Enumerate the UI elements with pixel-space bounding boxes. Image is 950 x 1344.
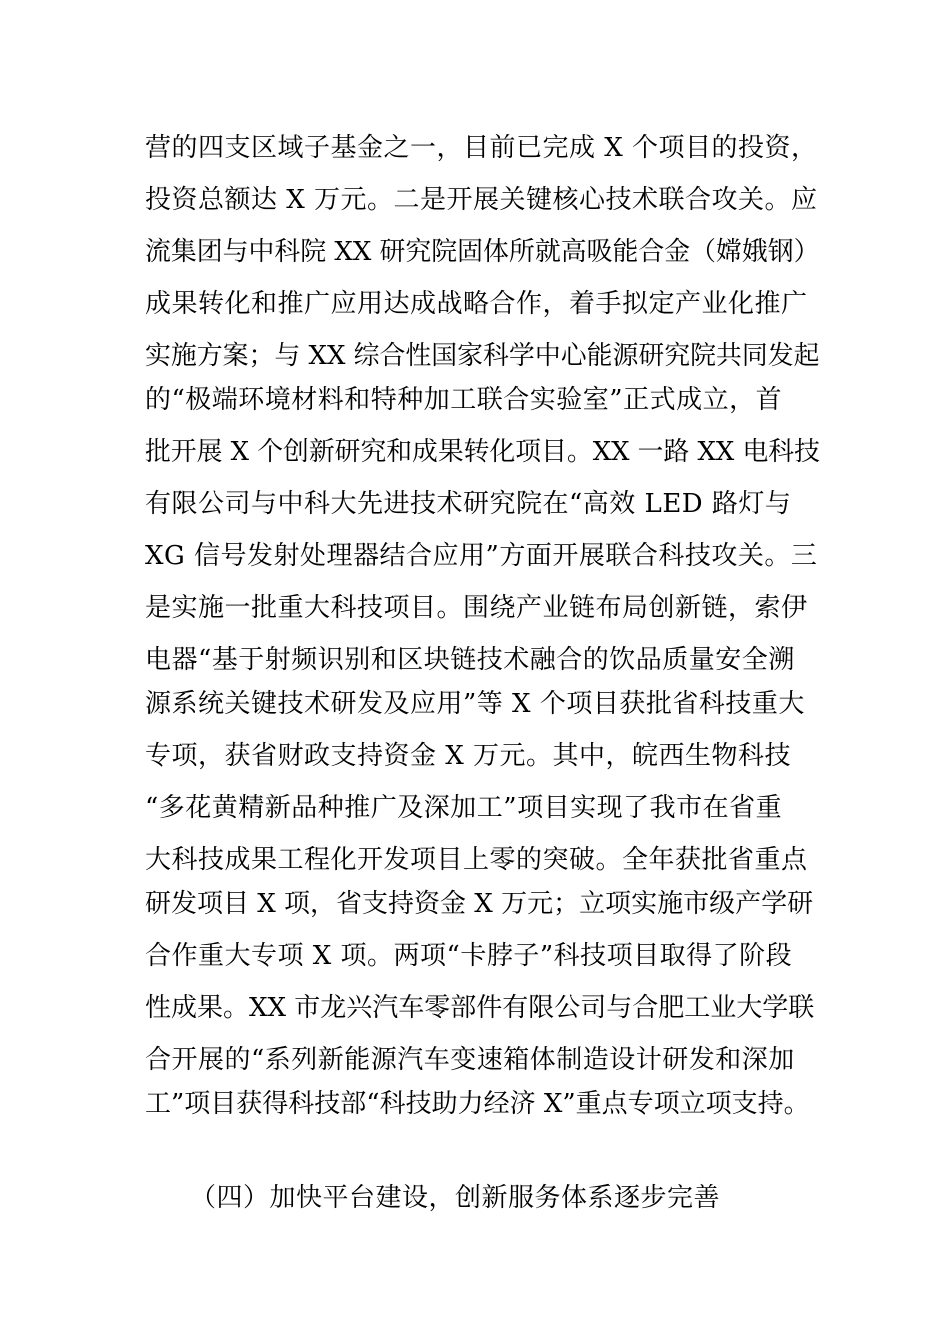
paragraph-line: 源系统关键技术研发及应用”等 X 个项目获批省科技重大 bbox=[145, 689, 805, 719]
paragraph-line: 研发项目 X 项，省支持资金 X 万元；立项实施市级产学研 bbox=[145, 889, 814, 919]
paragraph-line: 批开展 X 个创新研究和成果转化项目。XX 一路 XX 电科技 bbox=[145, 437, 820, 467]
paragraph-line: 合作重大专项 X 项。两项“卡脖子”科技项目取得了阶段 bbox=[145, 941, 793, 971]
paragraph-line: 大科技成果工程化开发项目上零的突破。全年获批省重点 bbox=[145, 845, 808, 875]
paragraph-line: 营的四支区域子基金之一，目前已完成 X 个项目的投资， bbox=[145, 133, 818, 163]
paragraph-line: 成果转化和推广应用达成战略合作，着手拟定产业化推广 bbox=[145, 289, 808, 319]
paragraph-line: 投资总额达 X 万元。二是开展关键核心技术联合攻关。应 bbox=[145, 185, 818, 215]
paragraph-line: “多花黄精新品种推广及深加工”项目实现了我市在省重 bbox=[145, 793, 783, 823]
paragraph-line: 流集团与中科院 XX 研究院固体所就高吸能合金（嫦娥钢） bbox=[145, 237, 820, 267]
paragraph-line: 的“极端环境材料和特种加工联合实验室”正式成立，首 bbox=[145, 385, 783, 415]
paragraph-line: 合开展的“系列新能源汽车变速箱体制造设计研发和深加 bbox=[145, 1045, 795, 1075]
paragraph-line: 电器“基于射频识别和区块链技术融合的饮品质量安全溯 bbox=[145, 645, 795, 675]
paragraph-line: 是实施一批重大科技项目。围绕产业链布局创新链，索伊 bbox=[145, 593, 808, 623]
paragraph-line: 工”项目获得科技部“科技助力经济 X”重点专项立项支持。 bbox=[145, 1089, 810, 1119]
paragraph-line: 性成果。XX 市龙兴汽车零部件有限公司与合肥工业大学联 bbox=[145, 993, 815, 1023]
section-heading: （四）加快平台建设，创新服务体系逐步完善 bbox=[190, 1183, 721, 1213]
paragraph-line: 专项，获省财政支持资金 X 万元。其中，皖西生物科技 bbox=[145, 741, 792, 771]
paragraph-line: 实施方案；与 XX 综合性国家科学中心能源研究院共同发起 bbox=[145, 341, 820, 371]
paragraph-line: 有限公司与中科大先进技术研究院在“高效 LED 路灯与 bbox=[145, 489, 792, 519]
paragraph-line: XG 信号发射处理器结合应用”方面开展联合科技攻关。三 bbox=[145, 541, 818, 571]
